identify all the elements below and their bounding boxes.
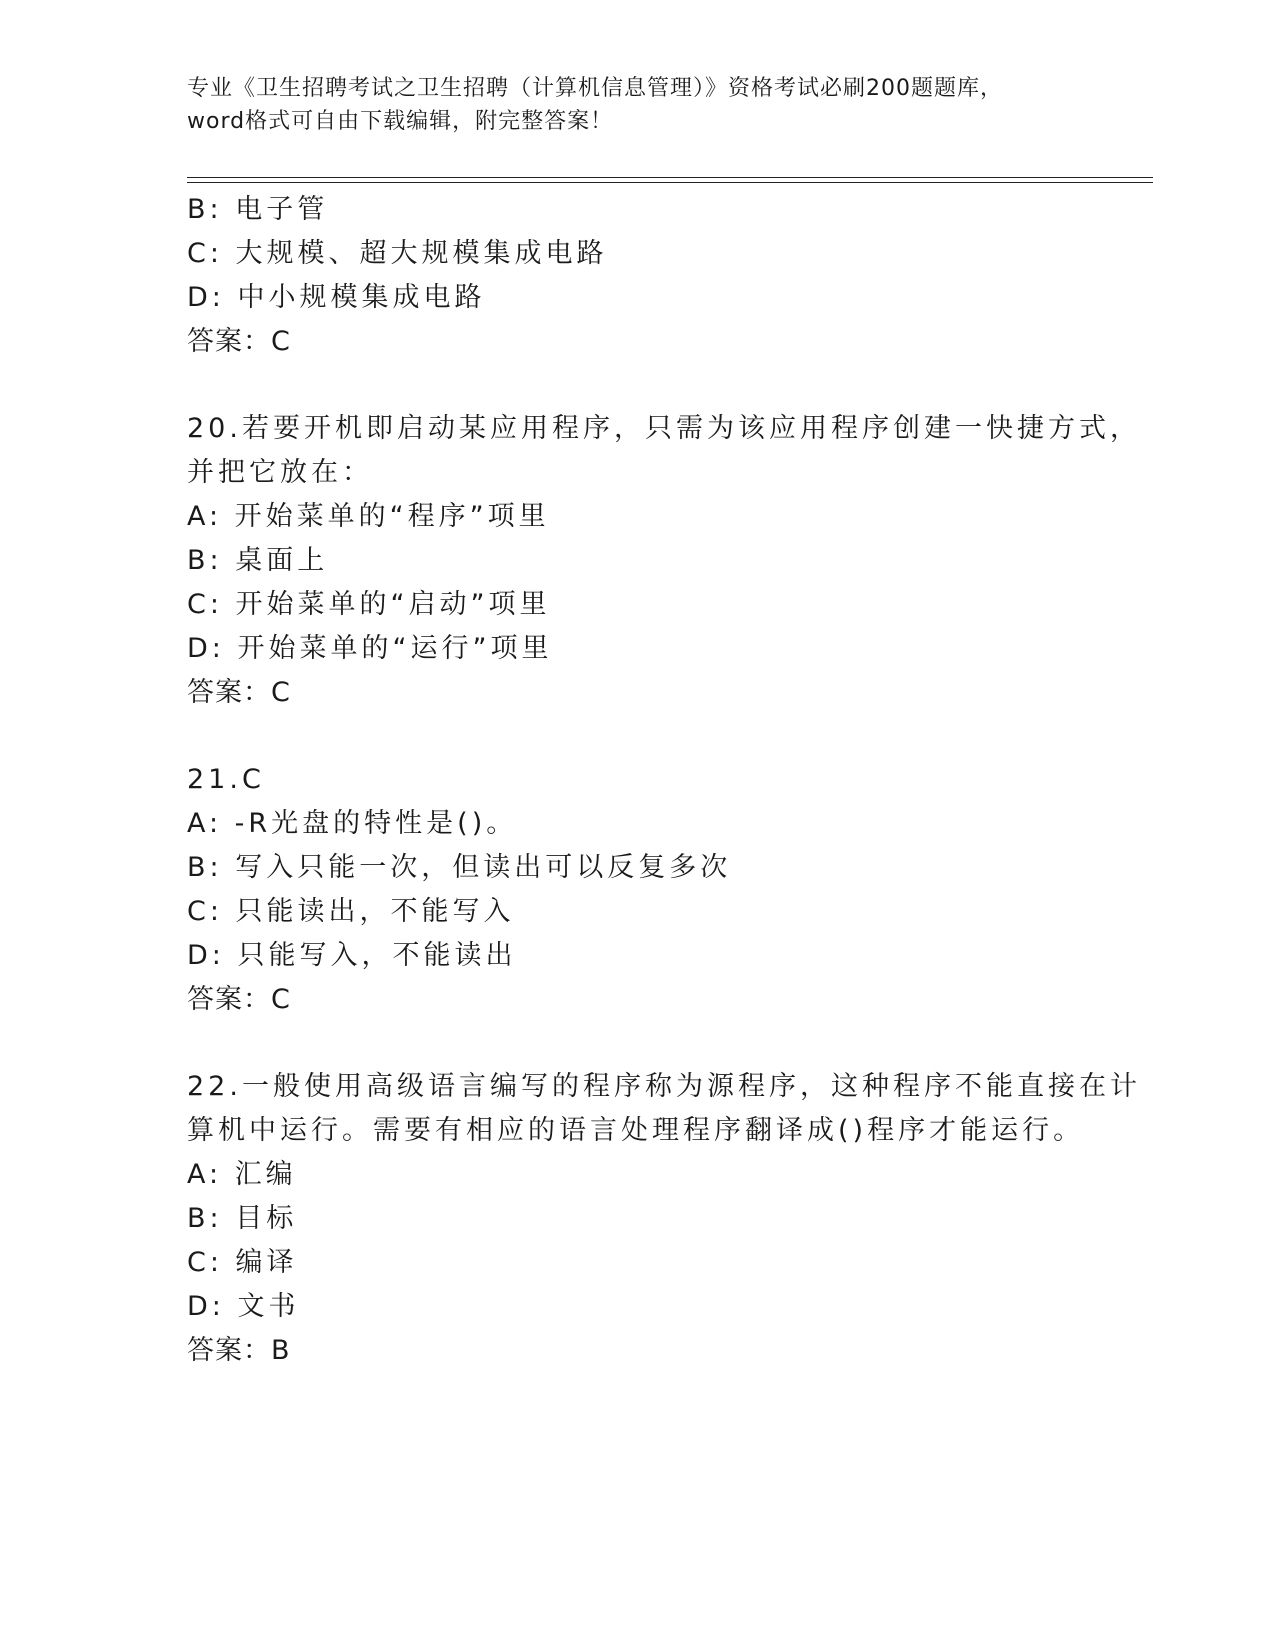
q21-option-b: B: 写入只能一次，但读出可以反复多次 [187, 852, 732, 883]
q20-answer: 答案：C [187, 677, 291, 708]
q19-option-c: C: 大规模、超大规模集成电路 [187, 238, 608, 269]
q20-stem-line-1: 20.若要开机即启动某应用程序，只需为该应用程序创建一快捷方式， [187, 413, 1141, 444]
q19-option-d: D: 中小规模集成电路 [187, 282, 486, 313]
q20-option-d: D: 开始菜单的“运行”项里 [187, 633, 553, 664]
q21-stem: 21.C [187, 764, 265, 795]
q21-option-a: A: -R光盘的特性是()。 [187, 808, 518, 839]
q21-option-d: D: 只能写入，不能读出 [187, 940, 517, 971]
q21-answer: 答案：C [187, 984, 291, 1015]
q22-answer: 答案：B [187, 1335, 291, 1366]
header-divider-top [187, 177, 1153, 178]
q19-answer: 答案：C [187, 326, 291, 357]
document-header [187, 72, 1087, 138]
q20-option-b: B: 桌面上 [187, 545, 329, 576]
q22-option-c: C: 编译 [187, 1247, 298, 1278]
q21-option-c: C: 只能读出，不能写入 [187, 896, 515, 927]
header-title-line-1: 专业《卫生招聘考试之卫生招聘（计算机信息管理）》资格考试必刷200题题库， [187, 76, 1003, 101]
q20-option-a: A: 开始菜单的“程序”项里 [187, 501, 550, 532]
q22-stem-line-1: 22.一般使用高级语言编写的程序称为源程序，这种程序不能直接在计 [187, 1071, 1141, 1102]
header-title-line-2: word格式可自由下载编辑，附完整答案！ [187, 109, 614, 134]
q19-option-b: B: 电子管 [187, 194, 329, 225]
q22-option-b: B: 目标 [187, 1203, 298, 1234]
q22-stem-line-2: 算机中运行。需要有相应的语言处理程序翻译成()程序才能运行。 [187, 1115, 1085, 1146]
header-divider-bottom [187, 182, 1153, 183]
q20-stem-line-2: 并把它放在： [187, 457, 373, 488]
q22-option-a: A: 汇编 [187, 1159, 297, 1190]
q20-option-c: C: 开始菜单的“启动”项里 [187, 589, 551, 620]
q22-option-d: D: 文书 [187, 1291, 300, 1322]
